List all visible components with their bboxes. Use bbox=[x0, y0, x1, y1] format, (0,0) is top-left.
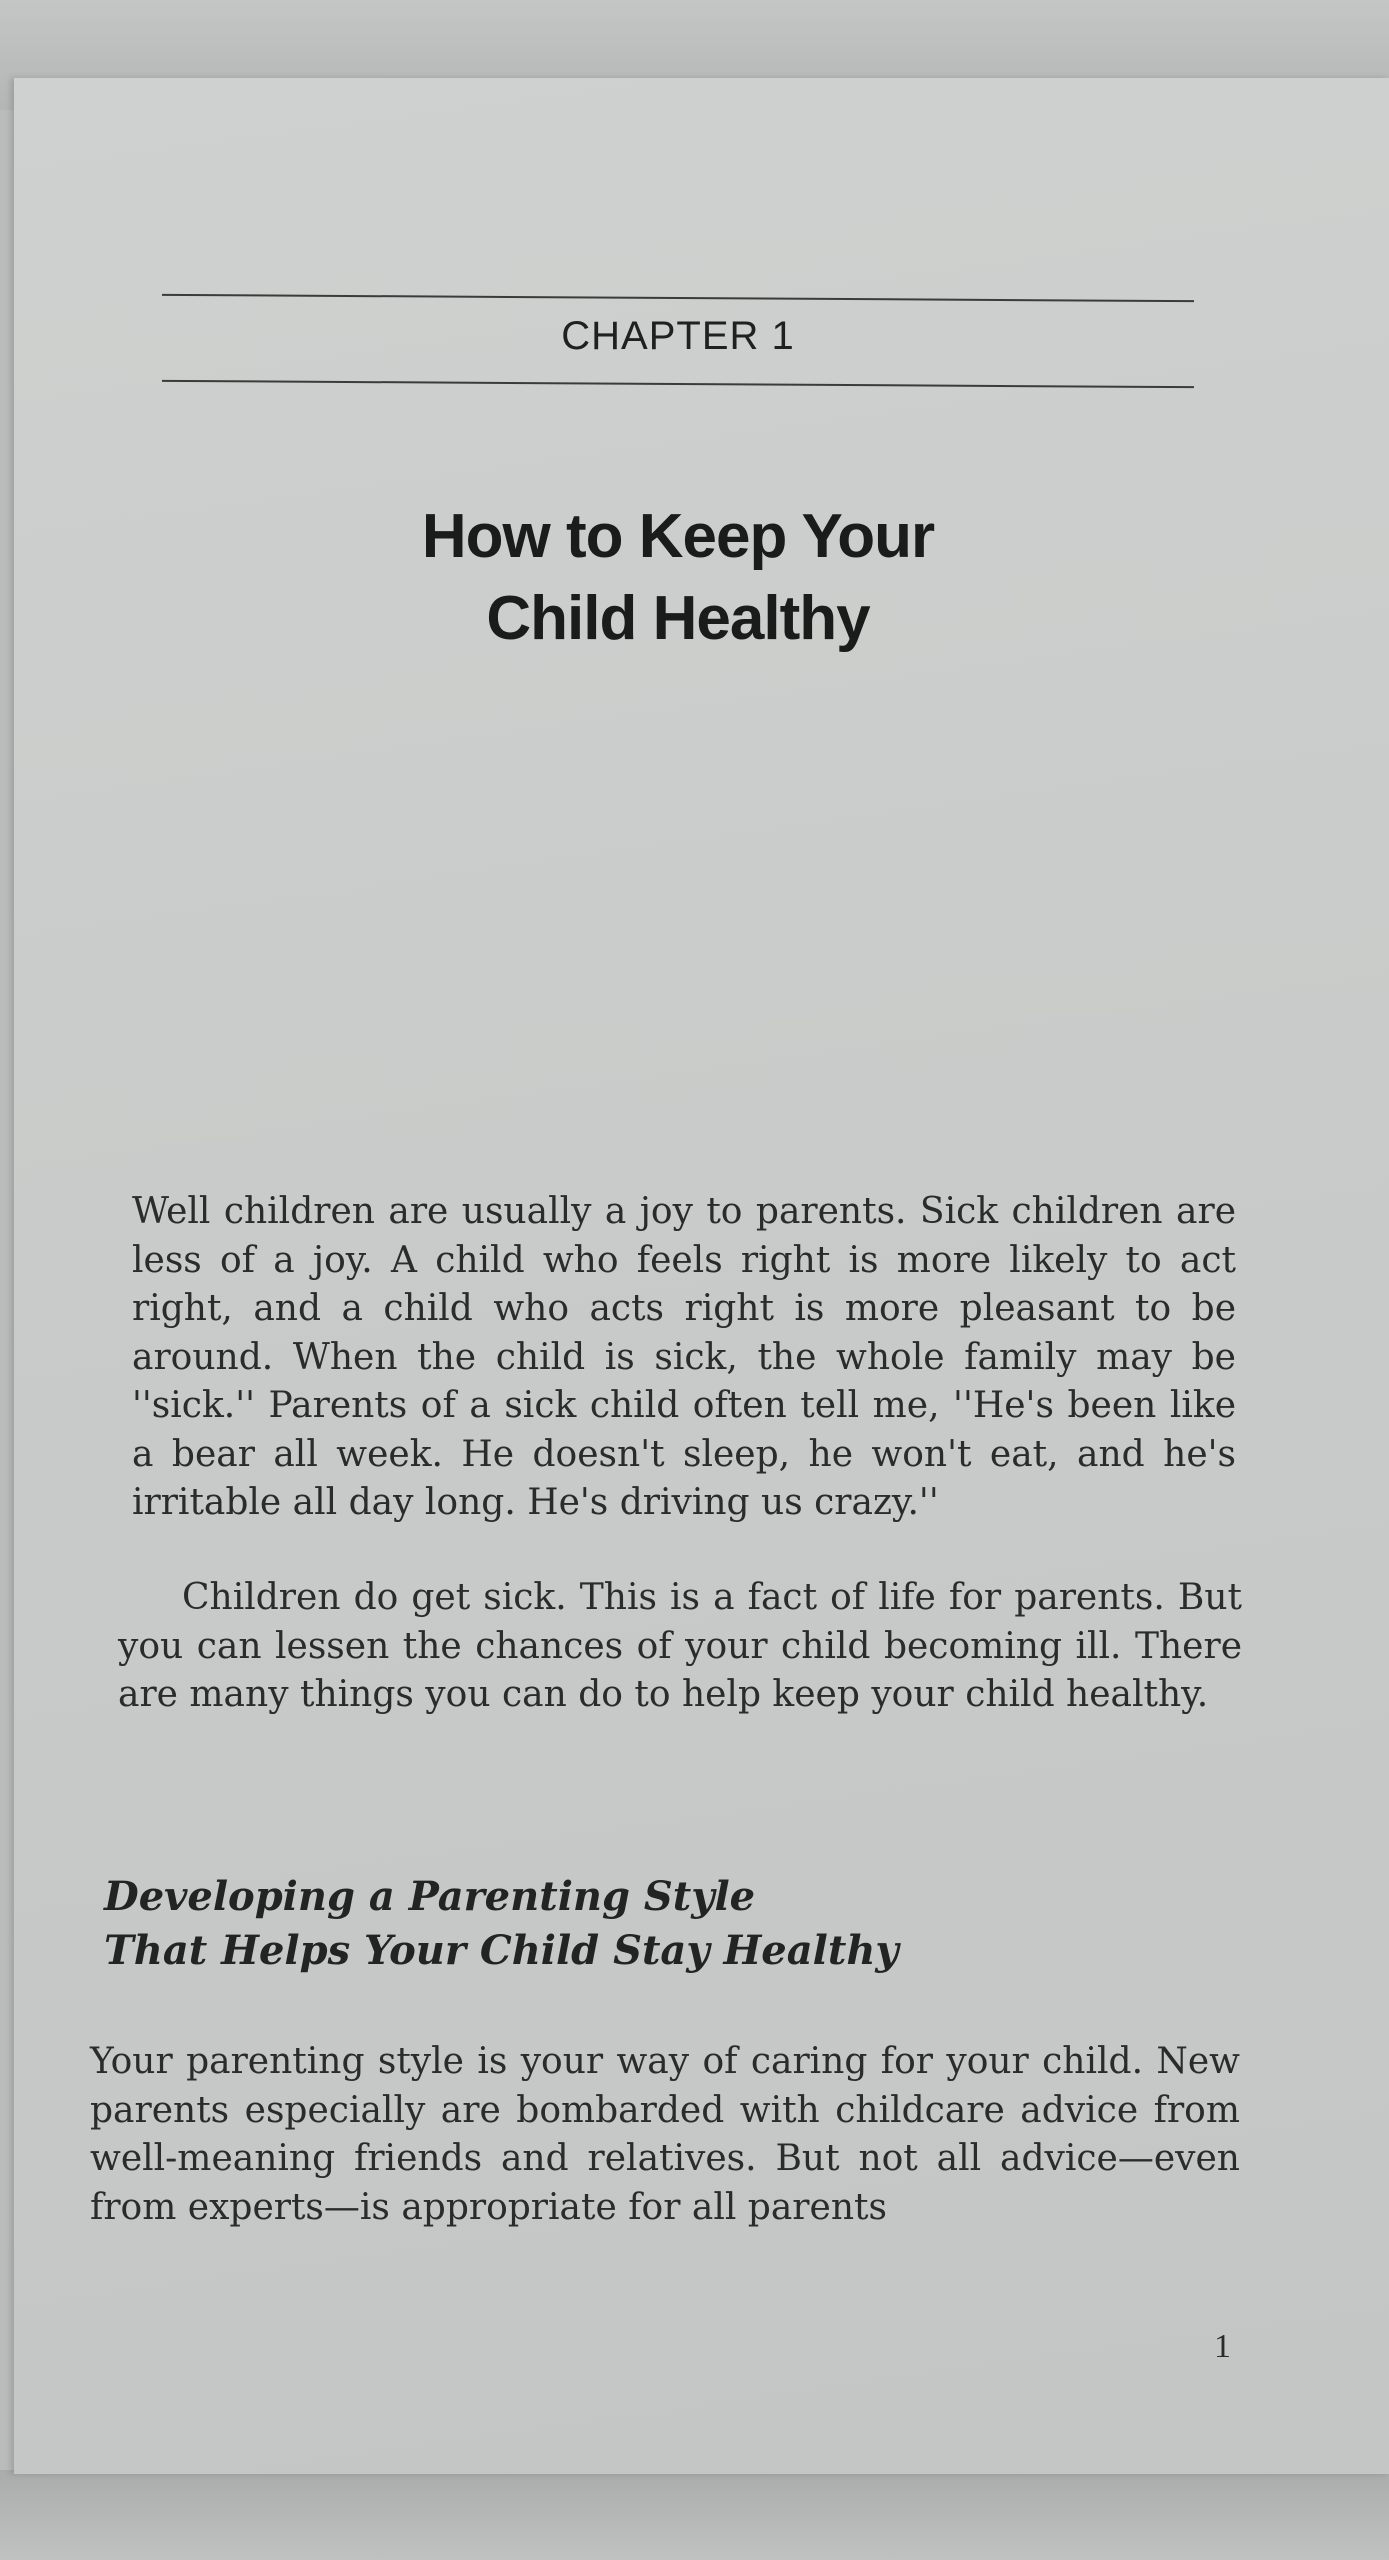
intro-paragraph-1 bbox=[132, 1188, 1236, 1528]
chapter-rule-bottom bbox=[162, 380, 1194, 388]
section-paragraph bbox=[90, 2038, 1240, 2232]
intro-paragraph-2 bbox=[118, 1574, 1242, 1720]
book-page bbox=[14, 78, 1389, 2474]
page-number: 1 bbox=[1214, 2328, 1231, 2365]
section-heading-line-1: Developing a Parenting Style bbox=[104, 1873, 756, 1920]
paragraph-text: Children do get sick. This is a fact of life for parents. But you can lessen the chances of your child becoming ill. There are many things you can do to help keep your child healthy. bbox=[118, 1577, 1242, 1715]
chapter-title bbox=[162, 496, 1194, 660]
section-heading bbox=[104, 1870, 1204, 1978]
backdrop-bottom bbox=[0, 2470, 1389, 2560]
paragraph-text: Well children are usually a joy to parents. Sick children are less of a joy. A child who feels right is more likely to act right, and a child who acts right is more pleasant to be around. When the child is sick, the whole family may be ''sick.'' Parents of a sick child often tell me, ''He's been like a bear all week. He doesn't sleep, he won't eat, and he's irritable all day long. He's driving us crazy.'' bbox=[132, 1191, 1236, 1523]
chapter-rule-top bbox=[162, 294, 1194, 302]
chapter-title-line-2: Child Healthy bbox=[486, 584, 870, 653]
paragraph-text: Your parenting style is your way of caring for your child. New parents especially are bombarded with childcare advice from well-meaning friends and relatives. But not all advice—even from experts—is appropriate for all parents bbox=[90, 2041, 1240, 2228]
chapter-title-line-1: How to Keep Your bbox=[421, 502, 935, 571]
section-heading-line-2: That Helps Your Child Stay Healthy bbox=[104, 1927, 899, 1974]
chapter-label: CHAPTER 1 bbox=[561, 314, 795, 358]
